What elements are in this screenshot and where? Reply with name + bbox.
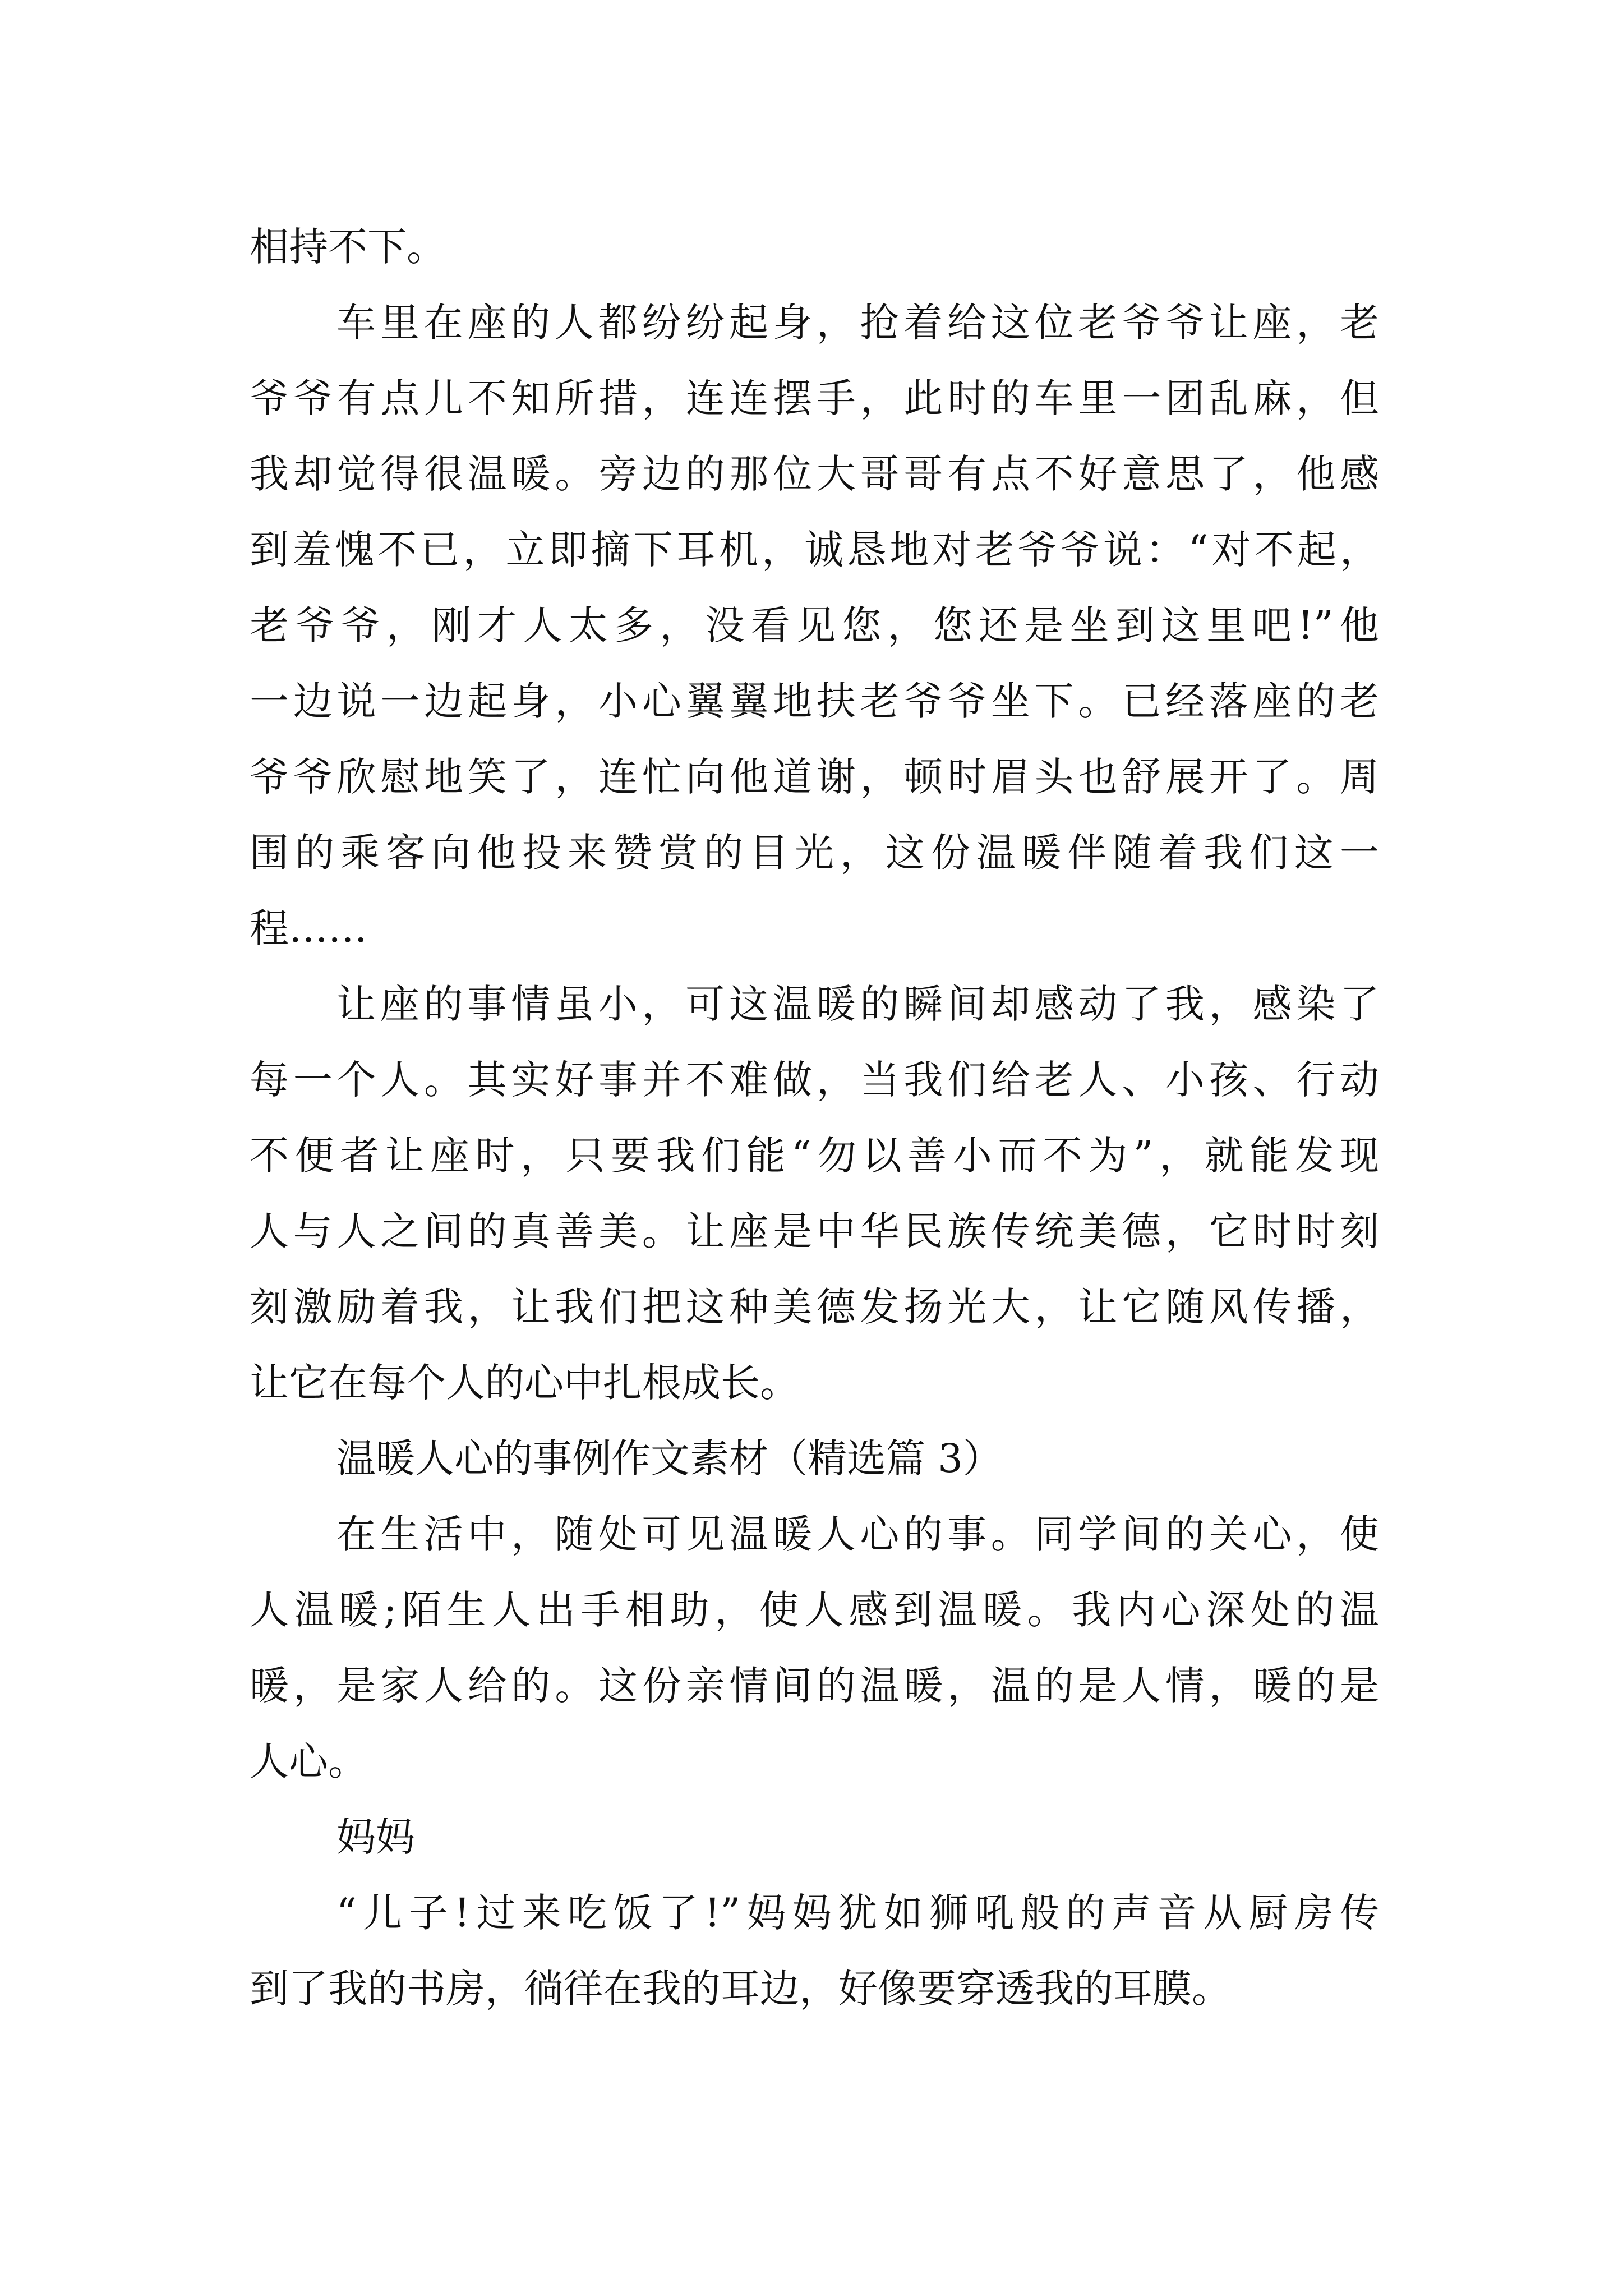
text-line: 爷爷欣慰地笑了，连忙向他道谢，顿时眉头也舒展开了。周 [250, 754, 1379, 800]
text-line: 人与人之间的真善美。让座是中华民族传统美德，它时时刻 [250, 1208, 1379, 1254]
text-line: 围的乘客向他投来赞赏的目光，这份温暖伴随着我们这一 [250, 830, 1379, 876]
text-line: 暖，是家人给的。这份亲情间的温暖，温的是人情，暖的是 [250, 1663, 1379, 1709]
text-line: 车里在座的人都纷纷起身，抢着给这位老爷爷让座，老 [336, 300, 1379, 346]
text-line: 一边说一边起身，小心翼翼地扶老爷爷坐下。已经落座的老 [250, 678, 1379, 724]
text-line: 让它在每个人的心中扎根成长。 [250, 1360, 799, 1406]
text-line: 每一个人。其实好事并不难做，当我们给老人、小孩、行动 [250, 1057, 1379, 1103]
text-line: 爷爷有点儿不知所措，连连摆手，此时的车里一团乱麻，但 [250, 375, 1379, 421]
text-line: 到了我的书房，徜徉在我的耳边，好像要穿透我的耳膜。 [250, 1966, 1231, 2012]
text-line: 相持不下。 [250, 224, 446, 270]
text-line: 老爷爷，刚才人太多，没看见您，您还是坐到这里吧!”他 [250, 602, 1379, 648]
text-line: 刻激励着我，让我们把这种美德发扬光大，让它随风传播， [250, 1284, 1379, 1330]
text-line: 我却觉得很温暖。旁边的那位大哥哥有点不好意思了，他感 [250, 451, 1379, 497]
text-line: 程…… [250, 905, 367, 951]
text-line: 人心。 [250, 1738, 367, 1784]
text-line: 人温暖;陌生人出手相助，使人感到温暖。我内心深处的温 [250, 1587, 1379, 1633]
text-line: 让座的事情虽小，可这温暖的瞬间却感动了我，感染了 [336, 981, 1379, 1027]
text-line: 到羞愧不已，立即摘下耳机，诚恳地对老爷爷说：“对不起， [250, 527, 1379, 573]
section-heading: 温暖人心的事例作文素材（精选篇 3） [336, 1435, 1002, 1481]
text-line: 在生活中，随处可见温暖人心的事。同学间的关心，使 [336, 1511, 1379, 1557]
text-line: “儿子!过来吃饭了!”妈妈犹如狮吼般的声音从厨房传 [336, 1890, 1379, 1936]
text-line: 不便者让座时，只要我们能“勿以善小而不为”，就能发现 [250, 1133, 1379, 1179]
text-line: 妈妈 [336, 1814, 415, 1860]
